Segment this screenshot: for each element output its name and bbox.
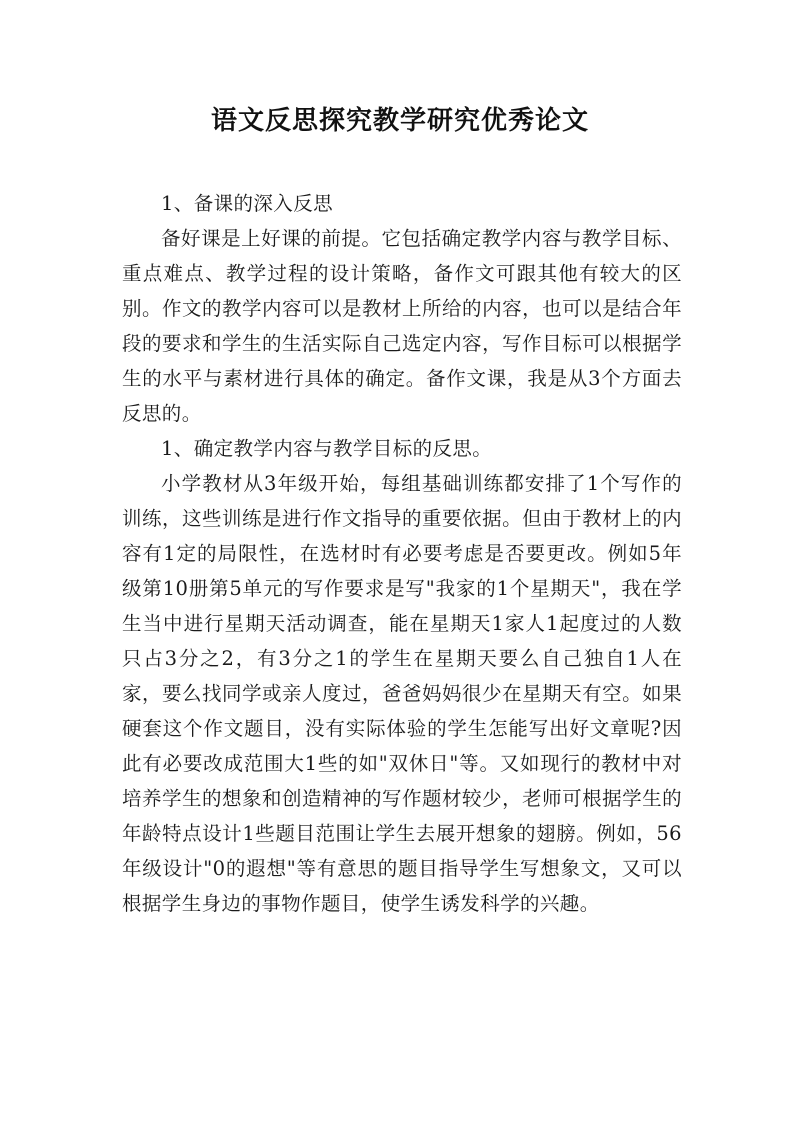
section-heading-lesson-prep: 1、备课的深入反思 (161, 192, 334, 215)
paragraph-content-goals: 小学教材从3年级开始，每组基础训练都安排了1个写作的训练，这些训练是进行作文指导的重要依据。但由于教材上的内容有1定的局限性，在选材时有必要考虑是否要更改。例如5年级第10册第5单元的写作要求是写"我家的1个星期天"，我在学生当中进行星期天活动调查，能在星期天1家人1起度过的人数只占3分之2，有3分之1的学生在星期天要么自己独自1人在家，要么找同学或亲人度过，爸爸妈妈很少在星期天有空。如果硬套这个作文题目，没有实际体验的学生怎能写出好文章呢?因此有必要改成范围大1些的如"双休日"等。又如现行的教材中对培养学生的想象和创造精神的写作题材较少，老师可根据学生的年龄特点设计1些题目范围让学生去展开想象的翅膀。例如，56年级设计"0的遐想"等有意思的题目指导学生写想象文，又可以根据学生身边的事物作题目，使学生诱发科学的兴趣。 (122, 472, 682, 915)
document-title: 语文反思探究教学研究优秀论文 (210, 106, 589, 136)
document-body (122, 186, 682, 921)
section-heading-content-goals: 1、确定教学内容与教学目标的反思。 (161, 437, 493, 460)
paragraph-lesson-prep: 备好课是上好课的前提。它包括确定教学内容与教学目标、重点难点、教学过程的设计策略，备作文可跟其他有较大的区别。作文的教学内容可以是教材上所给的内容，也可以是结合年段的要求和学生的生活实际自己选定内容，写作目标可以根据学生的水平与素材进行具体的确定。备作文课，我是从3个方面去反思的。 (122, 227, 682, 425)
